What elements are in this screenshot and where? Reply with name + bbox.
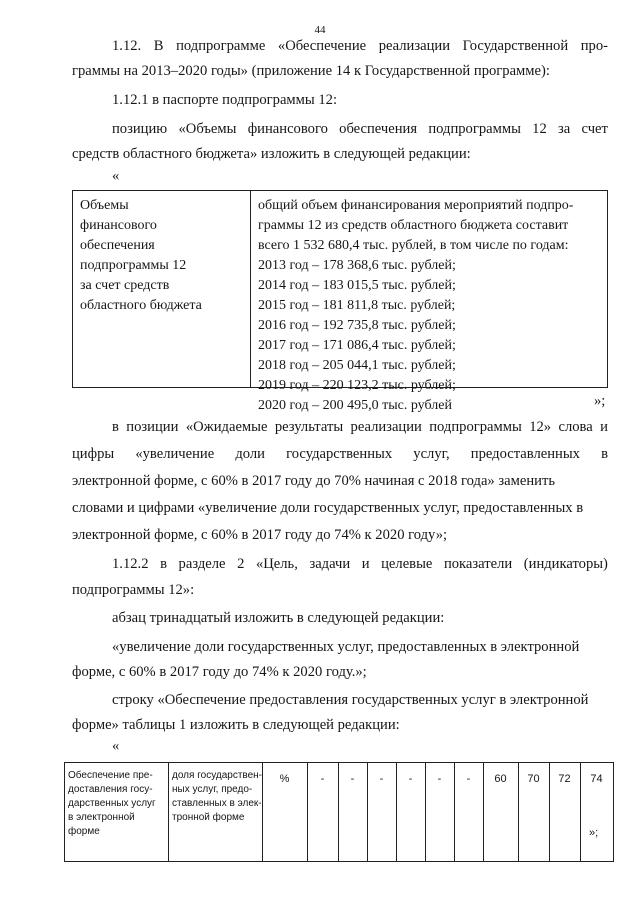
value-cell: 72 <box>558 773 571 785</box>
label-line: за счет средств <box>80 278 170 293</box>
paragraph-5-line-2: подпрограммы 12»: <box>72 582 195 598</box>
value-cell: - <box>350 773 355 785</box>
value-cell: 70 <box>527 773 540 785</box>
unit-cell: % <box>279 773 290 785</box>
open-quote-1: « <box>112 168 120 184</box>
label-line: подпрограммы 12 <box>80 258 187 273</box>
value-cell: - <box>379 773 384 785</box>
value-cell: - <box>408 773 413 785</box>
year-amount-line: 2017 год – 171 086,4 тыс. рублей; <box>258 338 456 353</box>
year-amount-line: 2014 год – 183 015,5 тыс. рублей; <box>258 278 456 293</box>
row-name-cell <box>68 769 156 839</box>
open-quote-2: « <box>112 738 120 754</box>
paragraph-3-line-1: позицию «Объемы финансового обеспечения подпрограммы 12 за счет <box>112 121 608 137</box>
funding-label-cell <box>80 196 202 316</box>
paragraph-4-line-2: цифры «увеличение доли государственных услуг, предоставленных в <box>72 446 608 462</box>
funding-table <box>72 190 608 413</box>
value-cell: 60 <box>494 773 507 785</box>
paragraph-4-line-1: в позиции «Ожидаемые результаты реализации подпрограммы 12» слова и <box>112 419 608 435</box>
value-line: граммы 12 из средств областного бюджета составит <box>258 218 569 233</box>
paragraph-1-line-2: граммы на 2013–2020 годы» (приложение 14 к Государственной программе): <box>72 63 550 79</box>
paragraph-1-line-1: 1.12. В подпрограмме «Обеспечение реализации Государственной про- <box>112 38 608 54</box>
paragraph-8-line-1: строку «Обеспечение предоставления государственных услуг в электронной <box>112 692 589 708</box>
year-amount-line: 2019 год – 220 123,2 тыс. рублей; <box>258 378 456 393</box>
paragraph-7-line-2: форме, с 60% в 2017 году до 74% к 2020 году.»; <box>72 664 367 680</box>
value-line: общий объем финансирования мероприятий подпро- <box>258 198 574 213</box>
year-amount-line: 2020 год – 200 495,0 тыс. рублей <box>258 398 452 413</box>
value-cell: - <box>437 773 442 785</box>
year-amount-line: 2015 год – 181 811,8 тыс. рублей; <box>258 298 456 313</box>
name-line: дарственных услуг <box>68 798 156 809</box>
paragraph-4-line-5: электронной форме, с 60% в 2017 году до 74% к 2020 году»; <box>72 527 448 543</box>
paragraph-6: абзац тринадцатый изложить в следующей редакции: <box>112 610 445 626</box>
label-line: обеспечения <box>80 238 155 253</box>
value-cell: - <box>320 773 325 785</box>
name-line: в электронной <box>68 812 135 823</box>
indicator-line: тронной форме <box>172 812 245 823</box>
paragraph-3-line-2: средств областного бюджета» изложить в следующей редакции: <box>72 146 471 162</box>
year-amount-line: 2018 год – 205 044,1 тыс. рублей; <box>258 358 456 373</box>
year-amount-line: 2013 год – 178 368,6 тыс. рублей; <box>258 258 456 273</box>
indicator-line: ставленных в элек- <box>172 798 262 809</box>
paragraph-8-line-2: форме» таблицы 1 изложить в следующей редакции: <box>72 717 400 733</box>
table-divider <box>250 191 251 387</box>
name-line: форме <box>68 826 100 837</box>
paragraph-2: 1.12.1 в паспорте подпрограммы 12: <box>112 92 337 108</box>
paragraph-5-line-1: 1.12.2 в разделе 2 «Цель, задачи и целевые показатели (индикаторы) <box>112 556 608 572</box>
value-cell: 74 <box>590 773 603 785</box>
value-cell: - <box>466 773 471 785</box>
name-line: доставления госу- <box>68 784 153 795</box>
paragraph-4-line-3: электронной форме, с 60% в 2017 году до 70% начиная с 2018 года» заменить <box>72 473 555 489</box>
label-line: финансового <box>80 218 157 233</box>
indicator-table <box>64 762 614 862</box>
year-amount-line: 2016 год – 192 735,8 тыс. рублей; <box>258 318 456 333</box>
label-line: Объемы <box>80 198 129 213</box>
name-line: Обеспечение пре- <box>68 770 153 781</box>
paragraph-7-line-1: «увеличение доли государственных услуг, предоставленных в электронной <box>112 639 580 655</box>
paragraph-4-line-4: словами и цифрами «увеличение доли государственных услуг, предоставленных в <box>72 500 584 516</box>
close-quote-2: »; <box>589 827 599 839</box>
column-divider <box>168 763 169 861</box>
close-quote-1: »; <box>594 393 606 409</box>
label-line: областного бюджета <box>80 298 202 313</box>
indicator-name-cell <box>172 769 262 825</box>
indicator-line: доля государствен- <box>172 770 263 781</box>
page-number: 44 <box>314 24 326 36</box>
value-line: всего 1 532 680,4 тыс. рублей, в том числе по годам: <box>258 238 569 253</box>
funding-value-cell <box>258 196 573 416</box>
indicator-line: ных услуг, предо- <box>172 784 253 795</box>
